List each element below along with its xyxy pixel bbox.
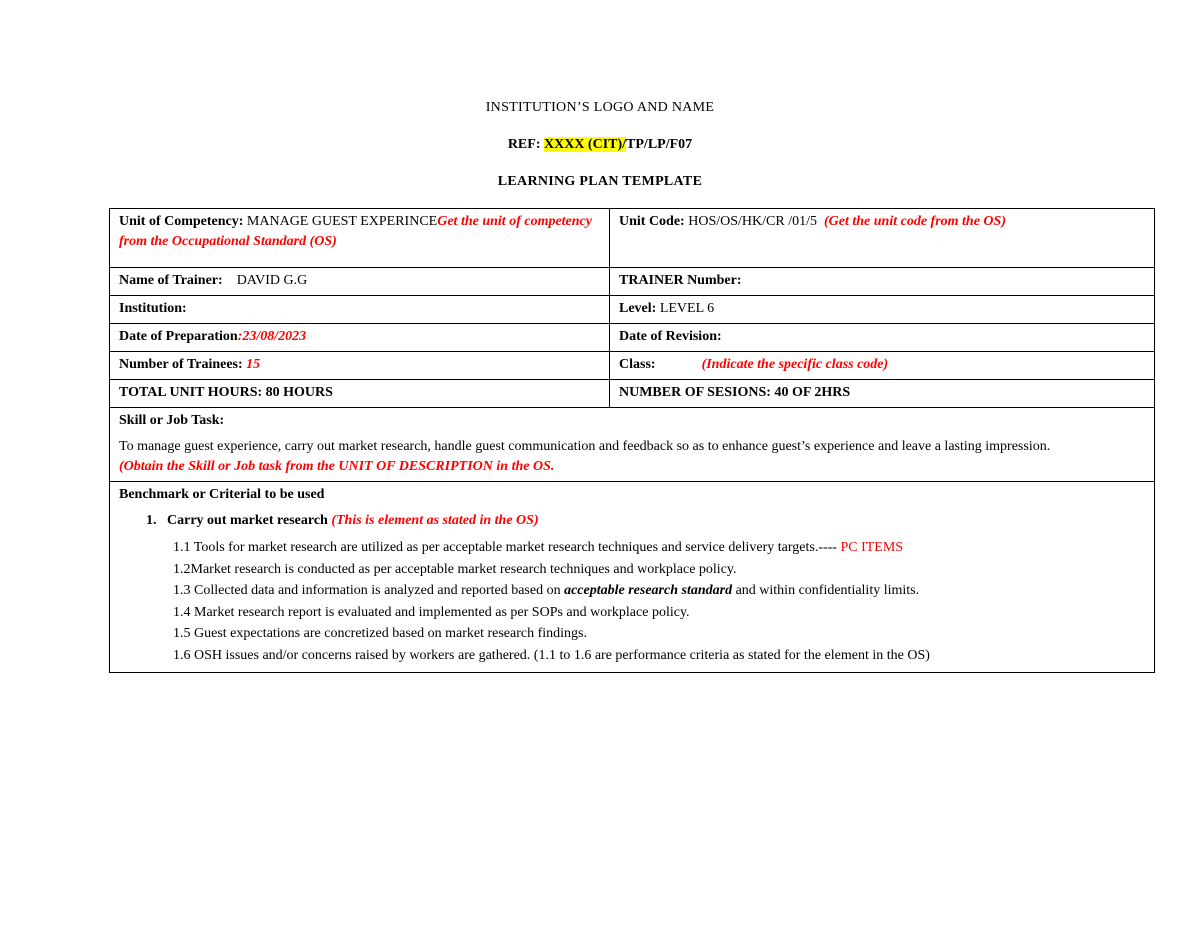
preparation-date-value: :23/08/2023: [237, 329, 307, 344]
institution-label: Institution:: [119, 301, 187, 316]
class-label: Class:: [619, 357, 656, 372]
unit-code-note: (Get the unit code from the OS): [823, 214, 1006, 229]
unit-code-label: Unit Code:: [619, 214, 685, 229]
institution-cell: [110, 296, 610, 324]
skill-label: Skill or Job Task:: [119, 413, 225, 428]
list-item: [173, 580, 1145, 602]
table-row: [110, 380, 1155, 408]
class-cell: [610, 352, 1155, 380]
trainees-label: Number of Trainees:: [119, 357, 243, 372]
benchmark-label: Benchmark or Criterial to be used: [119, 487, 325, 502]
revision-date-label: Date of Revision:: [619, 329, 722, 344]
preparation-date-label: Date of Preparation: [119, 329, 238, 344]
trainer-number-cell: [610, 268, 1155, 296]
trainer-name-cell: [110, 268, 610, 296]
trainer-name-label: Name of Trainer:: [119, 273, 223, 288]
performance-criteria-list: [173, 537, 1145, 666]
unit-of-competency-label: Unit of Competency:: [119, 214, 244, 229]
skill-text: To manage guest experience, carry out market research, handle guest communication and feedback so as to enhance guest’s experience and leave a lasting impression.: [119, 439, 1051, 454]
list-item: 1.4 Market research report is evaluated and implemented as per SOPs and workplace policy.: [173, 604, 690, 620]
table-row: [110, 352, 1155, 380]
trainer-number-label: TRAINER Number:: [619, 273, 742, 288]
document-title: LEARNING PLAN TEMPLATE: [497, 174, 703, 189]
reference-line: [0, 137, 1200, 153]
element-number: 1.: [146, 513, 157, 528]
unit-of-competency-note: Get the unit of competency from the Occupational Standard (OS): [119, 214, 592, 249]
pc-1-3-emphasis: acceptable research standard: [564, 583, 733, 598]
learning-plan-table: [109, 208, 1155, 673]
level-label: Level:: [619, 301, 657, 316]
class-note: (Indicate the specific class code): [701, 357, 889, 372]
level-value: LEVEL 6: [656, 301, 715, 316]
institution-logo-name: INSTITUTION’S LOGO AND NAME: [485, 100, 715, 115]
list-item: [173, 537, 1145, 559]
element-title: Carry out market research: [167, 513, 328, 528]
ref-highlight: XXXX (CIT)/: [543, 137, 627, 152]
table-row: [110, 268, 1155, 296]
unit-of-competency-cell: [110, 209, 610, 268]
pc-1-3-text-c: and within confidentiality limits.: [732, 583, 920, 598]
list-item: 1.2Market research is conducted as per acceptable market research techniques and workplace policy.: [173, 561, 737, 577]
pc-items-note: PC ITEMS: [840, 540, 904, 555]
number-of-sessions-cell: NUMBER OF SESIONS: 40 OF 2HRS: [610, 380, 1155, 408]
pc-1-3-text-a: 1.3 Collected data and information is analyzed and reported based on: [173, 583, 565, 598]
unit-code-value: HOS/OS/HK/CR /01/5: [684, 214, 824, 229]
level-cell: [610, 296, 1155, 324]
unit-of-competency-value: MANAGE GUEST EXPERINCE: [243, 214, 438, 229]
trainer-name-value: DAVID G.G: [236, 273, 308, 288]
table-row: [110, 209, 1155, 268]
element-heading: [146, 511, 1145, 531]
table-row: [110, 408, 1155, 482]
list-item: 1.5 Guest expectations are concretized based on market research findings.: [173, 626, 587, 641]
pc-1-1-text: 1.1 Tools for market research are utilized as per acceptable market research techniques and service delivery targets.----: [173, 540, 841, 555]
preparation-date-cell: [110, 324, 610, 352]
total-unit-hours-cell: TOTAL UNIT HOURS: 80 HOURS: [110, 380, 610, 408]
element-note: (This is element as stated in the OS): [331, 513, 539, 528]
table-row: [110, 482, 1155, 673]
revision-date-cell: [610, 324, 1155, 352]
benchmark-cell: [110, 482, 1155, 673]
skill-note: (Obtain the Skill or Job task from the UNIT OF DESCRIPTION in the OS.: [119, 459, 555, 474]
ref-suffix: TP/LP/F07: [626, 137, 693, 152]
trainees-cell: [110, 352, 610, 380]
table-row: [110, 324, 1155, 352]
ref-prefix: REF:: [507, 137, 544, 152]
unit-code-cell: [610, 209, 1155, 268]
table-row: [110, 296, 1155, 324]
trainees-value: 15: [242, 357, 261, 372]
skill-job-task-cell: [110, 408, 1155, 482]
list-item: 1.6 OSH issues and/or concerns raised by workers are gathered. (1.1 to 1.6 are performance criteria as stated for the element in the OS): [173, 647, 930, 663]
